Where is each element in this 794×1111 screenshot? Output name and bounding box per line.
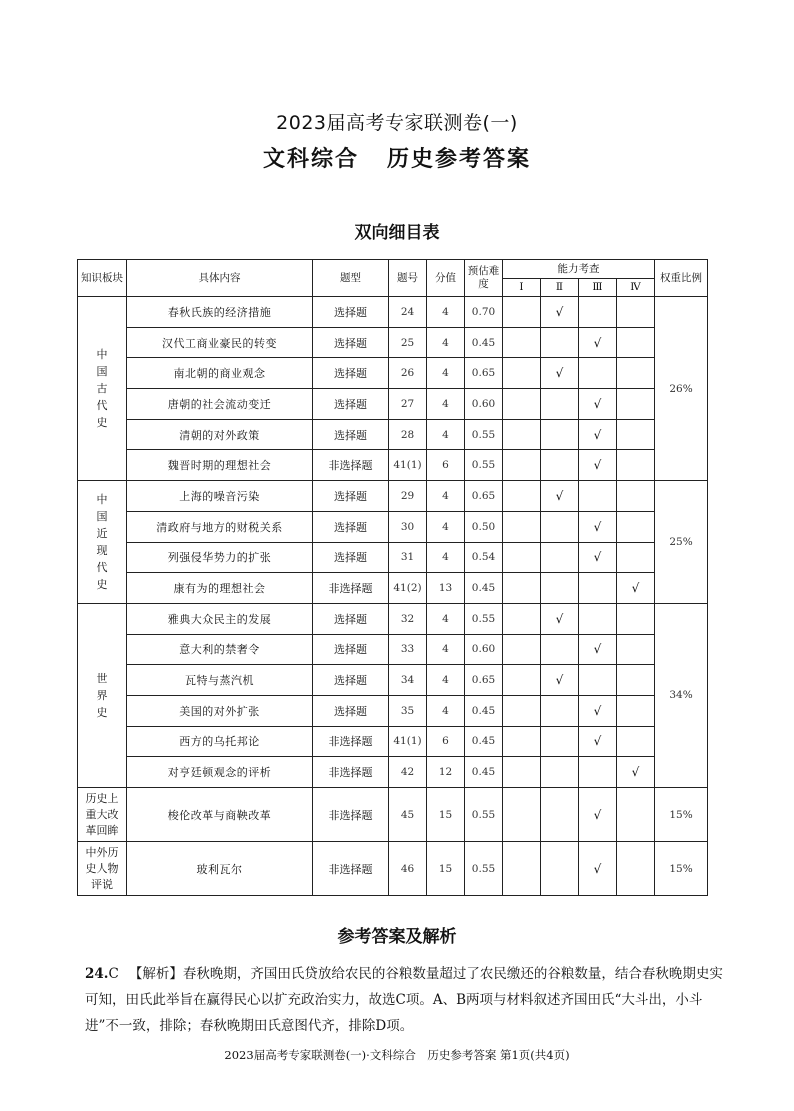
qnum-cell: 24 (389, 297, 427, 328)
ability-level-2-cell (541, 419, 579, 450)
type-cell: 选择题 (313, 542, 389, 573)
score-cell: 15 (427, 788, 465, 842)
ability-level-1-cell (503, 511, 541, 542)
ability-level-3-cell (579, 634, 617, 665)
answer-explanation: 【解析】春秋晚期，齐国田氏贷放给农民的谷粮数量超过了农民缴还的谷粮数量，结合春秋晚期史实可知，田氏此举旨在赢得民心以扩充政治实力，故选C项。A、B两项与材料叙述齐国田氏“大斗出，小斗进”不一致，排除；春秋晚期田氏意图代齐，排除D项。 (85, 966, 723, 1034)
header-ability: 能力考查 (503, 260, 655, 279)
table-row (78, 481, 708, 512)
qnum-cell: 41(1) (389, 726, 427, 757)
content-cell: 瓦特与蒸汽机 (127, 665, 313, 696)
score-cell: 4 (427, 634, 465, 665)
qnum-cell: 25 (389, 327, 427, 358)
table-row (78, 450, 708, 481)
content-cell: 对亨廷顿观念的评析 (127, 757, 313, 788)
type-cell: 选择题 (313, 603, 389, 634)
check-mark: √ (593, 519, 602, 534)
qnum-cell: 41(1) (389, 450, 427, 481)
ability-level-1-cell (503, 358, 541, 389)
type-cell: 非选择题 (313, 573, 389, 604)
check-mark: √ (593, 642, 602, 657)
knowledge-block-label: 世界史 (96, 671, 108, 719)
answer-key-label: 历史参考答案 (387, 147, 532, 172)
ability-level-1-cell (503, 726, 541, 757)
document-subject-title (0, 142, 794, 173)
check-mark: √ (593, 427, 602, 442)
check-mark: √ (593, 807, 602, 822)
header-content: 具体内容 (127, 260, 313, 297)
ability-level-2-cell (541, 389, 579, 420)
header-difficulty: 预估难度 (465, 260, 503, 297)
ability-level-3-cell (579, 481, 617, 512)
ability-level-2-cell (541, 757, 579, 788)
difficulty-cell: 0.55 (465, 842, 503, 896)
table-row (78, 788, 708, 842)
ability-level-4-cell (617, 450, 655, 481)
type-cell: 选择题 (313, 327, 389, 358)
difficulty-cell: 0.55 (465, 603, 503, 634)
type-cell: 非选择题 (313, 450, 389, 481)
qnum-cell: 41(2) (389, 573, 427, 604)
table-row (78, 726, 708, 757)
ability-level-4-cell (617, 327, 655, 358)
ability-level-1-cell (503, 603, 541, 634)
ability-level-3-cell (579, 511, 617, 542)
ability-level-4-cell (617, 603, 655, 634)
header-qnum: 题号 (389, 260, 427, 297)
table-row (78, 542, 708, 573)
ability-level-4-cell (617, 511, 655, 542)
ability-level-3-cell (579, 450, 617, 481)
type-cell: 非选择题 (313, 757, 389, 788)
type-cell: 选择题 (313, 419, 389, 450)
ability-level-2-cell (541, 634, 579, 665)
qnum-cell: 46 (389, 842, 427, 896)
ability-level-4-cell (617, 665, 655, 696)
table-row (78, 603, 708, 634)
knowledge-block-label: 中国近现代史 (96, 493, 108, 591)
knowledge-block-cell (78, 481, 127, 604)
ability-level-3-cell (579, 573, 617, 604)
score-cell: 4 (427, 327, 465, 358)
check-mark: √ (631, 765, 640, 780)
table-row (78, 695, 708, 726)
ability-level-1-cell (503, 327, 541, 358)
ability-level-3-cell (579, 419, 617, 450)
content-cell: 魏晋时期的理想社会 (127, 450, 313, 481)
type-cell: 选择题 (313, 511, 389, 542)
qnum-cell: 33 (389, 634, 427, 665)
header-score: 分值 (427, 260, 465, 297)
ability-level-1-cell (503, 757, 541, 788)
ability-level-2-cell (541, 327, 579, 358)
knowledge-block-label: 中外历史人物评说 (85, 845, 119, 891)
ability-level-4-cell (617, 573, 655, 604)
ability-level-2-cell (541, 573, 579, 604)
table-body (78, 297, 708, 896)
table-row (78, 297, 708, 328)
check-mark: √ (555, 366, 564, 381)
content-cell: 玻利瓦尔 (127, 842, 313, 896)
type-cell: 选择题 (313, 695, 389, 726)
ability-level-4-cell (617, 481, 655, 512)
ability-level-2-cell (541, 726, 579, 757)
score-cell: 4 (427, 695, 465, 726)
content-cell: 上海的噪音污染 (127, 481, 313, 512)
type-cell: 非选择题 (313, 788, 389, 842)
score-cell: 15 (427, 842, 465, 896)
table-row (78, 327, 708, 358)
check-mark: √ (593, 550, 602, 565)
ability-level-3-cell (579, 358, 617, 389)
check-mark: √ (593, 335, 602, 350)
ability-level-2-cell (541, 358, 579, 389)
table-row (78, 419, 708, 450)
score-cell: 4 (427, 419, 465, 450)
weight-cell: 15% (655, 842, 708, 896)
table-row (78, 757, 708, 788)
ability-level-2-cell (541, 665, 579, 696)
difficulty-cell: 0.50 (465, 511, 503, 542)
ability-level-2-cell (541, 450, 579, 481)
check-mark: √ (555, 611, 564, 626)
table-row (78, 389, 708, 420)
difficulty-cell: 0.55 (465, 419, 503, 450)
page-footer: 2023届高考专家联测卷(一)·文科综合 历史参考答案 第1页(共4页) (224, 1048, 570, 1062)
check-mark: √ (593, 458, 602, 473)
type-cell: 选择题 (313, 665, 389, 696)
specification-table (77, 259, 708, 896)
header-weight: 权重比例 (655, 260, 708, 297)
content-cell: 雅典大众民主的发展 (127, 603, 313, 634)
ability-level-4-cell (617, 634, 655, 665)
qnum-cell: 29 (389, 481, 427, 512)
ability-level-4-cell (617, 389, 655, 420)
header-type: 题型 (313, 260, 389, 297)
ability-level-3-cell (579, 788, 617, 842)
weight-cell: 34% (655, 603, 708, 787)
header-level-1: Ⅰ (503, 279, 541, 297)
ability-level-3-cell (579, 757, 617, 788)
table-row (78, 842, 708, 896)
qnum-cell: 42 (389, 757, 427, 788)
difficulty-cell: 0.65 (465, 358, 503, 389)
content-cell: 美国的对外扩张 (127, 695, 313, 726)
score-cell: 6 (427, 726, 465, 757)
ability-level-4-cell (617, 726, 655, 757)
ability-level-1-cell (503, 573, 541, 604)
difficulty-cell: 0.45 (465, 327, 503, 358)
knowledge-block-cell (78, 788, 127, 842)
score-cell: 4 (427, 389, 465, 420)
ability-level-1-cell (503, 389, 541, 420)
difficulty-cell: 0.45 (465, 726, 503, 757)
ability-level-2-cell (541, 788, 579, 842)
ability-level-2-cell (541, 842, 579, 896)
weight-cell: 26% (655, 297, 708, 481)
ability-level-2-cell (541, 511, 579, 542)
weight-cell: 25% (655, 481, 708, 604)
content-cell: 意大利的禁奢令 (127, 634, 313, 665)
ability-level-3-cell (579, 665, 617, 696)
qnum-cell: 31 (389, 542, 427, 573)
ability-level-1-cell (503, 788, 541, 842)
content-cell: 梭伦改革与商鞅改革 (127, 788, 313, 842)
difficulty-cell: 0.45 (465, 695, 503, 726)
type-cell: 非选择题 (313, 842, 389, 896)
qnum-cell: 30 (389, 511, 427, 542)
ability-level-2-cell (541, 603, 579, 634)
check-mark: √ (631, 581, 640, 596)
ability-level-2-cell (541, 481, 579, 512)
ability-level-3-cell (579, 389, 617, 420)
difficulty-cell: 0.55 (465, 450, 503, 481)
header-block: 知识板块 (78, 260, 127, 297)
answer-choice: C (108, 966, 119, 982)
ability-level-4-cell (617, 358, 655, 389)
ability-level-4-cell (617, 757, 655, 788)
answer-number: 24. (85, 966, 109, 982)
score-cell: 4 (427, 481, 465, 512)
qnum-cell: 28 (389, 419, 427, 450)
table-row (78, 511, 708, 542)
score-cell: 4 (427, 511, 465, 542)
ability-level-1-cell (503, 450, 541, 481)
ability-level-1-cell (503, 665, 541, 696)
knowledge-block-cell (78, 297, 127, 481)
check-mark: √ (555, 673, 564, 688)
difficulty-cell: 0.65 (465, 665, 503, 696)
qnum-cell: 34 (389, 665, 427, 696)
ability-level-1-cell (503, 542, 541, 573)
difficulty-cell: 0.54 (465, 542, 503, 573)
difficulty-cell: 0.60 (465, 389, 503, 420)
score-cell: 4 (427, 542, 465, 573)
qnum-cell: 26 (389, 358, 427, 389)
check-mark: √ (555, 488, 564, 503)
score-cell: 4 (427, 665, 465, 696)
knowledge-block-label: 历史上重大改革回眸 (85, 791, 119, 837)
header-level-2: Ⅱ (541, 279, 579, 297)
type-cell: 非选择题 (313, 726, 389, 757)
difficulty-cell: 0.70 (465, 297, 503, 328)
qnum-cell: 27 (389, 389, 427, 420)
difficulty-cell: 0.45 (465, 573, 503, 604)
ability-level-3-cell (579, 603, 617, 634)
knowledge-block-cell (78, 603, 127, 787)
ability-level-1-cell (503, 842, 541, 896)
ability-level-3-cell (579, 327, 617, 358)
type-cell: 选择题 (313, 389, 389, 420)
check-mark: √ (593, 396, 602, 411)
ability-level-4-cell (617, 297, 655, 328)
ability-level-1-cell (503, 297, 541, 328)
score-cell: 4 (427, 603, 465, 634)
score-cell: 12 (427, 757, 465, 788)
ability-level-4-cell (617, 419, 655, 450)
check-mark: √ (593, 703, 602, 718)
ability-level-4-cell (617, 695, 655, 726)
ability-level-1-cell (503, 481, 541, 512)
type-cell: 选择题 (313, 481, 389, 512)
answer-24 (85, 961, 723, 1039)
ability-level-4-cell (617, 788, 655, 842)
difficulty-cell: 0.55 (465, 788, 503, 842)
knowledge-block-cell (78, 842, 127, 896)
difficulty-cell: 0.65 (465, 481, 503, 512)
score-cell: 13 (427, 573, 465, 604)
content-cell: 列强侵华势力的扩张 (127, 542, 313, 573)
score-cell: 4 (427, 358, 465, 389)
qnum-cell: 35 (389, 695, 427, 726)
difficulty-cell: 0.60 (465, 634, 503, 665)
content-cell: 清政府与地方的财税关系 (127, 511, 313, 542)
type-cell: 选择题 (313, 634, 389, 665)
content-cell: 南北朝的商业观念 (127, 358, 313, 389)
table-row (78, 573, 708, 604)
content-cell: 康有为的理想社会 (127, 573, 313, 604)
type-cell: 选择题 (313, 297, 389, 328)
score-cell: 6 (427, 450, 465, 481)
ability-level-3-cell (579, 542, 617, 573)
check-mark: √ (555, 304, 564, 319)
ability-level-4-cell (617, 542, 655, 573)
header-level-4: Ⅳ (617, 279, 655, 297)
ability-level-1-cell (503, 419, 541, 450)
type-cell: 选择题 (313, 358, 389, 389)
table-title: 双向细目表 (354, 223, 440, 243)
score-cell: 4 (427, 297, 465, 328)
qnum-cell: 32 (389, 603, 427, 634)
ability-level-3-cell (579, 842, 617, 896)
content-cell: 春秋氏族的经济措施 (127, 297, 313, 328)
qnum-cell: 45 (389, 788, 427, 842)
weight-cell: 15% (655, 788, 708, 842)
ability-level-1-cell (503, 634, 541, 665)
table-row (78, 634, 708, 665)
table-row (78, 665, 708, 696)
knowledge-block-label: 中国古代史 (96, 348, 108, 430)
ability-level-1-cell (503, 695, 541, 726)
header-level-3: Ⅲ (579, 279, 617, 297)
check-mark: √ (593, 734, 602, 749)
ability-level-3-cell (579, 695, 617, 726)
ability-level-2-cell (541, 695, 579, 726)
table-row (78, 358, 708, 389)
ability-level-3-cell (579, 726, 617, 757)
ability-level-2-cell (541, 297, 579, 328)
check-mark: √ (593, 861, 602, 876)
ability-level-4-cell (617, 842, 655, 896)
section-answers-title: 参考答案及解析 (337, 927, 457, 947)
content-cell: 清朝的对外政策 (127, 419, 313, 450)
content-cell: 唐朝的社会流动变迁 (127, 389, 313, 420)
content-cell: 西方的乌托邦论 (127, 726, 313, 757)
document-title: 2023届高考专家联测卷(一) (276, 112, 518, 134)
ability-level-2-cell (541, 542, 579, 573)
content-cell: 汉代工商业豪民的转变 (127, 327, 313, 358)
ability-level-3-cell (579, 297, 617, 328)
subject-label: 文科综合 (262, 147, 359, 172)
difficulty-cell: 0.45 (465, 757, 503, 788)
